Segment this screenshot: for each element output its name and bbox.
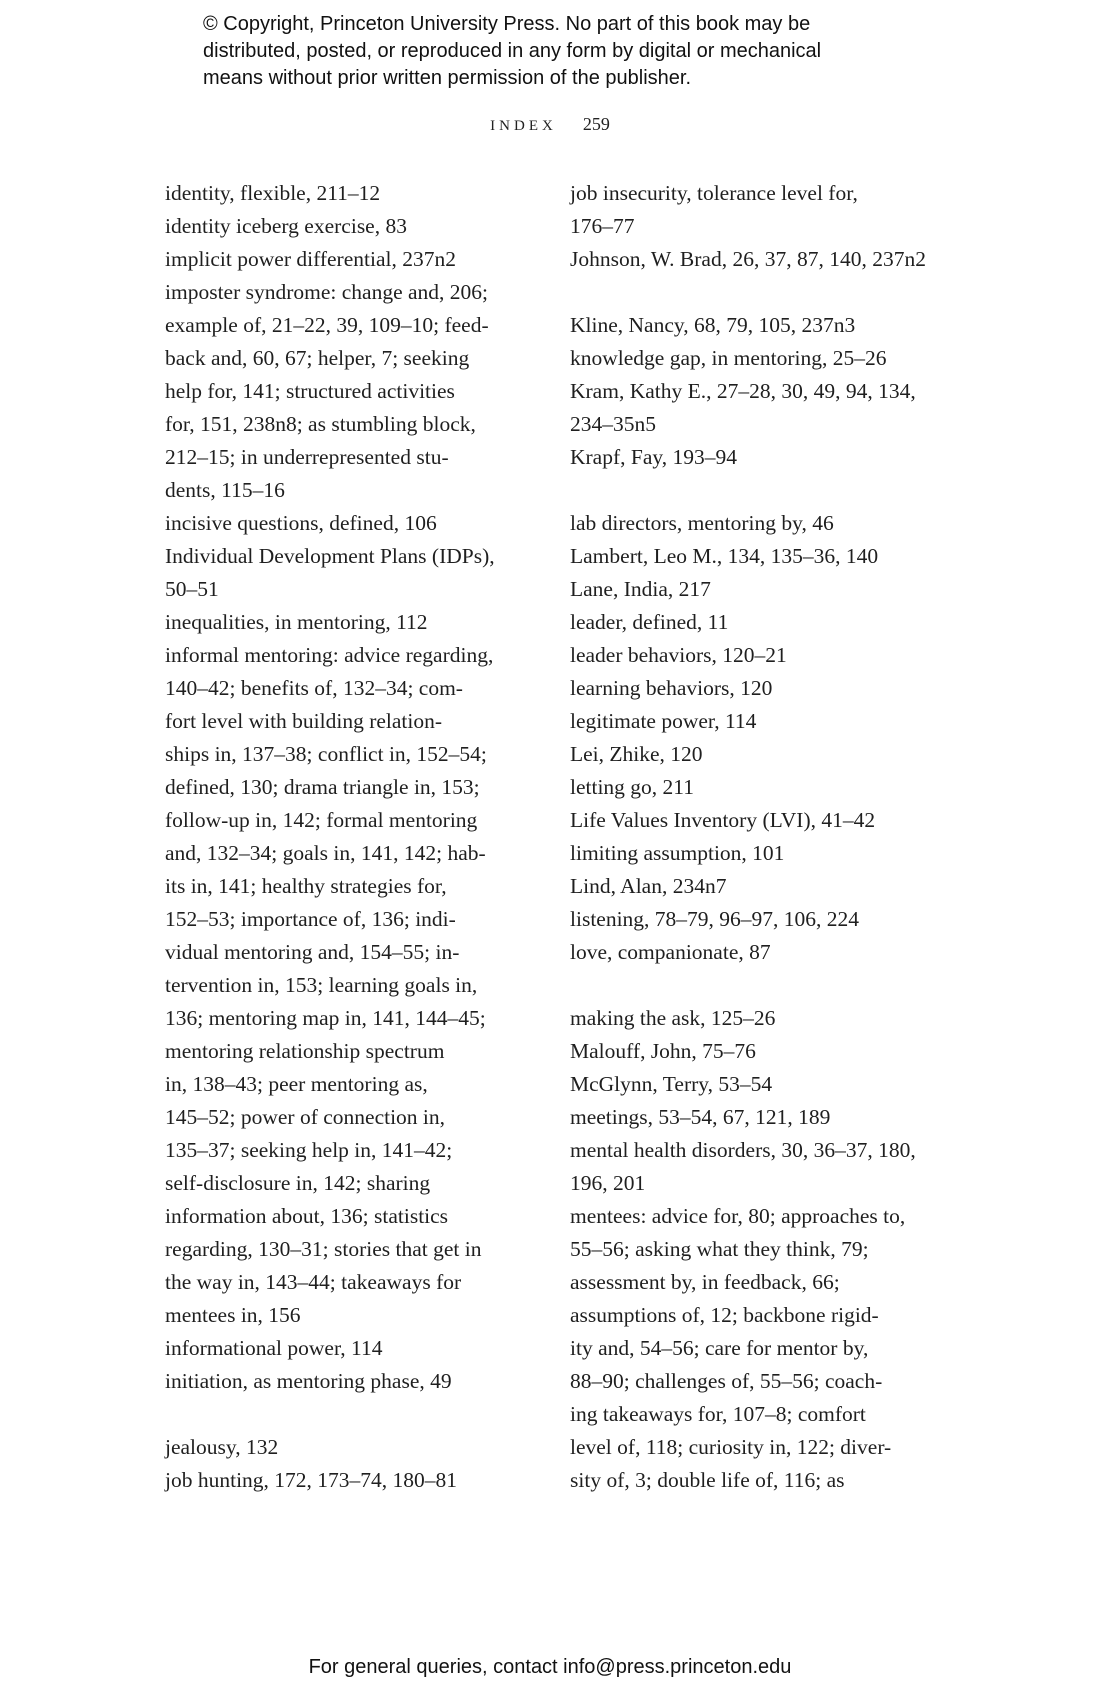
index-entry (165, 639, 545, 1332)
index-entry-line: initiation, as mentoring phase, 49 (165, 1369, 452, 1393)
index-entry-line: its in, 141; healthy strategies for, (165, 874, 447, 898)
index-column-right (570, 177, 950, 1497)
index-entry-line: leader behaviors, 120–21 (570, 643, 787, 667)
index-entry (570, 903, 950, 936)
index-entry-line: love, companionate, 87 (570, 940, 771, 964)
index-entry-line: tervention in, 153; learning goals in, (165, 973, 478, 997)
index-entry-line: McGlynn, Terry, 53–54 (570, 1072, 773, 1096)
running-head-label: INDEX (490, 118, 557, 134)
index-entry-line: the way in, 143–44; takeaways for (165, 1270, 462, 1294)
index-entry (570, 540, 950, 573)
index-entry-line: Kline, Nancy, 68, 79, 105, 237n3 (570, 313, 856, 337)
index-entry-line: jealousy, 132 (165, 1435, 279, 1459)
index-entry-line: Lei, Zhike, 120 (570, 742, 703, 766)
index-entry-line: Lane, India, 217 (570, 577, 711, 601)
index-entry-line: 140–42; benefits of, 132–34; com- (165, 676, 463, 700)
index-entry-line: 88–90; challenges of, 55–56; coach- (570, 1369, 883, 1393)
index-entry-line: assumptions of, 12; backbone rigid- (570, 1303, 879, 1327)
index-entry-line: Malouff, John, 75–76 (570, 1039, 756, 1063)
index-entry-line: fort level with building relation- (165, 709, 443, 733)
index-entry (570, 837, 950, 870)
index-entry-line: informal mentoring: advice regarding, (165, 643, 494, 667)
index-entry-line: 135–37; seeking help in, 141–42; (165, 1138, 453, 1162)
index-entry (165, 1431, 545, 1464)
index-entry (570, 309, 950, 342)
index-entry-line: assessment by, in feedback, 66; (570, 1270, 840, 1294)
index-entry-line: ships in, 137–38; conflict in, 152–54; (165, 742, 487, 766)
letter-group-gap (165, 1398, 545, 1431)
copyright-line: means without prior written permission of the publisher. (203, 67, 692, 89)
running-head (0, 114, 1100, 135)
index-entry (570, 1068, 950, 1101)
index-entry (570, 1101, 950, 1134)
index-entry (570, 573, 950, 606)
index-entry-line: letting go, 211 (570, 775, 695, 799)
index-entry (165, 1365, 545, 1398)
letter-group-gap (570, 474, 950, 507)
index-entry-line: 152–53; importance of, 136; indi- (165, 907, 456, 931)
index-entry-line: 136; mentoring map in, 141, 144–45; (165, 1006, 486, 1030)
index-entry-line: informational power, 114 (165, 1336, 383, 1360)
index-entry (570, 705, 950, 738)
index-entry-line: Individual Development Plans (IDPs), (165, 544, 495, 568)
index-entry-line: job hunting, 172, 173–74, 180–81 (165, 1468, 458, 1492)
index-entry-line: 55–56; asking what they think, 79; (570, 1237, 869, 1261)
index-entry (570, 507, 950, 540)
index-entry-line: implicit power differential, 237n2 (165, 247, 456, 271)
index-entry-line: Johnson, W. Brad, 26, 37, 87, 140, 237n2 (570, 247, 926, 271)
index-entry-line: job insecurity, tolerance level for, (570, 181, 858, 205)
index-entry-line: 234–35n5 (570, 412, 656, 436)
index-entry (165, 276, 545, 507)
index-entry (570, 342, 950, 375)
index-entry-line: mentoring relationship spectrum (165, 1039, 445, 1063)
copyright-line: © Copyright, Princeton University Press. No part of this book may be (203, 13, 811, 35)
index-entry-line: Kram, Kathy E., 27–28, 30, 49, 94, 134, (570, 379, 916, 403)
index-entry (570, 1035, 950, 1068)
index-entry (165, 210, 545, 243)
index-entry-line: help for, 141; structured activities (165, 379, 455, 403)
index-entry (570, 1200, 950, 1497)
index-entry-line: and, 132–34; goals in, 141, 142; hab- (165, 841, 486, 865)
index-entry-line: vidual mentoring and, 154–55; in- (165, 940, 460, 964)
index-entry-line: defined, 130; drama triangle in, 153; (165, 775, 480, 799)
index-entry-line: self-disclosure in, 142; sharing (165, 1171, 431, 1195)
page-number: 259 (582, 114, 610, 134)
index-entry-line: making the ask, 125–26 (570, 1006, 776, 1030)
index-entry (570, 672, 950, 705)
letter-group-gap (570, 276, 950, 309)
index-entry-line: in, 138–43; peer mentoring as, (165, 1072, 428, 1096)
index-entry-line: imposter syndrome: change and, 206; (165, 280, 489, 304)
index-entry (570, 1134, 950, 1200)
index-entry (570, 1002, 950, 1035)
index-entry-line: back and, 60, 67; helper, 7; seeking (165, 346, 470, 370)
index-entry-line: 196, 201 (570, 1171, 646, 1195)
index-entry (570, 606, 950, 639)
footer-contact: For general queries, contact info@press.princeton.edu (308, 1656, 792, 1678)
index-entry (570, 639, 950, 672)
index-entry (570, 804, 950, 837)
index-entry (165, 1464, 545, 1497)
index-entry-line: identity, flexible, 211–12 (165, 181, 381, 205)
copyright-line: distributed, posted, or reproduced in any form by digital or mechanical (203, 40, 822, 62)
index-entry (165, 1332, 545, 1365)
index-entry-line: 50–51 (165, 577, 219, 601)
index-entry-line: sity of, 3; double life of, 116; as (570, 1468, 845, 1492)
index-column-left (165, 177, 545, 1497)
index-entry-line: Life Values Inventory (LVI), 41–42 (570, 808, 876, 832)
copyright-notice (203, 11, 963, 92)
index-entry (165, 540, 545, 606)
index-entry (570, 177, 950, 243)
index-entry (165, 606, 545, 639)
index-entry-line: dents, 115–16 (165, 478, 285, 502)
index-entry-line: ity and, 54–56; care for mentor by, (570, 1336, 869, 1360)
index-entry-line: Krapf, Fay, 193–94 (570, 445, 737, 469)
index-entry-line: 176–77 (570, 214, 635, 238)
index-entry-line: 145–52; power of connection in, (165, 1105, 446, 1129)
index-entry-line: level of, 118; curiosity in, 122; diver- (570, 1435, 892, 1459)
index-entry-line: mentees: advice for, 80; approaches to, (570, 1204, 906, 1228)
index-entry-line: example of, 21–22, 39, 109–10; feed- (165, 313, 489, 337)
index-entry-line: mental health disorders, 30, 36–37, 180, (570, 1138, 916, 1162)
index-entry-line: 212–15; in underrepresented stu- (165, 445, 449, 469)
index-entry (165, 507, 545, 540)
index-entry (165, 177, 545, 210)
index-entry-line: ing takeaways for, 107–8; comfort (570, 1402, 866, 1426)
index-entry-line: learning behaviors, 120 (570, 676, 773, 700)
index-entry-line: regarding, 130–31; stories that get in (165, 1237, 482, 1261)
index-entry (165, 243, 545, 276)
index-entry-line: listening, 78–79, 96–97, 106, 224 (570, 907, 860, 931)
index-entry-line: information about, 136; statistics (165, 1204, 449, 1228)
index-entry-line: identity iceberg exercise, 83 (165, 214, 407, 238)
index-entry-line: leader, defined, 11 (570, 610, 729, 634)
index-entry-line: meetings, 53–54, 67, 121, 189 (570, 1105, 831, 1129)
index-entry (570, 870, 950, 903)
index-entry-line: legitimate power, 114 (570, 709, 757, 733)
index-entry-line: incisive questions, defined, 106 (165, 511, 437, 535)
index-entry-line: inequalities, in mentoring, 112 (165, 610, 428, 634)
index-entry-line: limiting assumption, 101 (570, 841, 785, 865)
index-entry (570, 738, 950, 771)
index-entry-line: Lind, Alan, 234n7 (570, 874, 727, 898)
index-entry-line: follow-up in, 142; formal mentoring (165, 808, 478, 832)
index-entry-line: Lambert, Leo M., 134, 135–36, 140 (570, 544, 879, 568)
index-entry-line: for, 151, 238n8; as stumbling block, (165, 412, 476, 436)
index-entry-line: knowledge gap, in mentoring, 25–26 (570, 346, 887, 370)
index-entry (570, 771, 950, 804)
index-entry (570, 243, 950, 276)
index-entry-line: lab directors, mentoring by, 46 (570, 511, 834, 535)
index-entry (570, 441, 950, 474)
index-entry (570, 936, 950, 969)
index-entry-line: mentees in, 156 (165, 1303, 301, 1327)
index-entry (570, 375, 950, 441)
letter-group-gap (570, 969, 950, 1002)
